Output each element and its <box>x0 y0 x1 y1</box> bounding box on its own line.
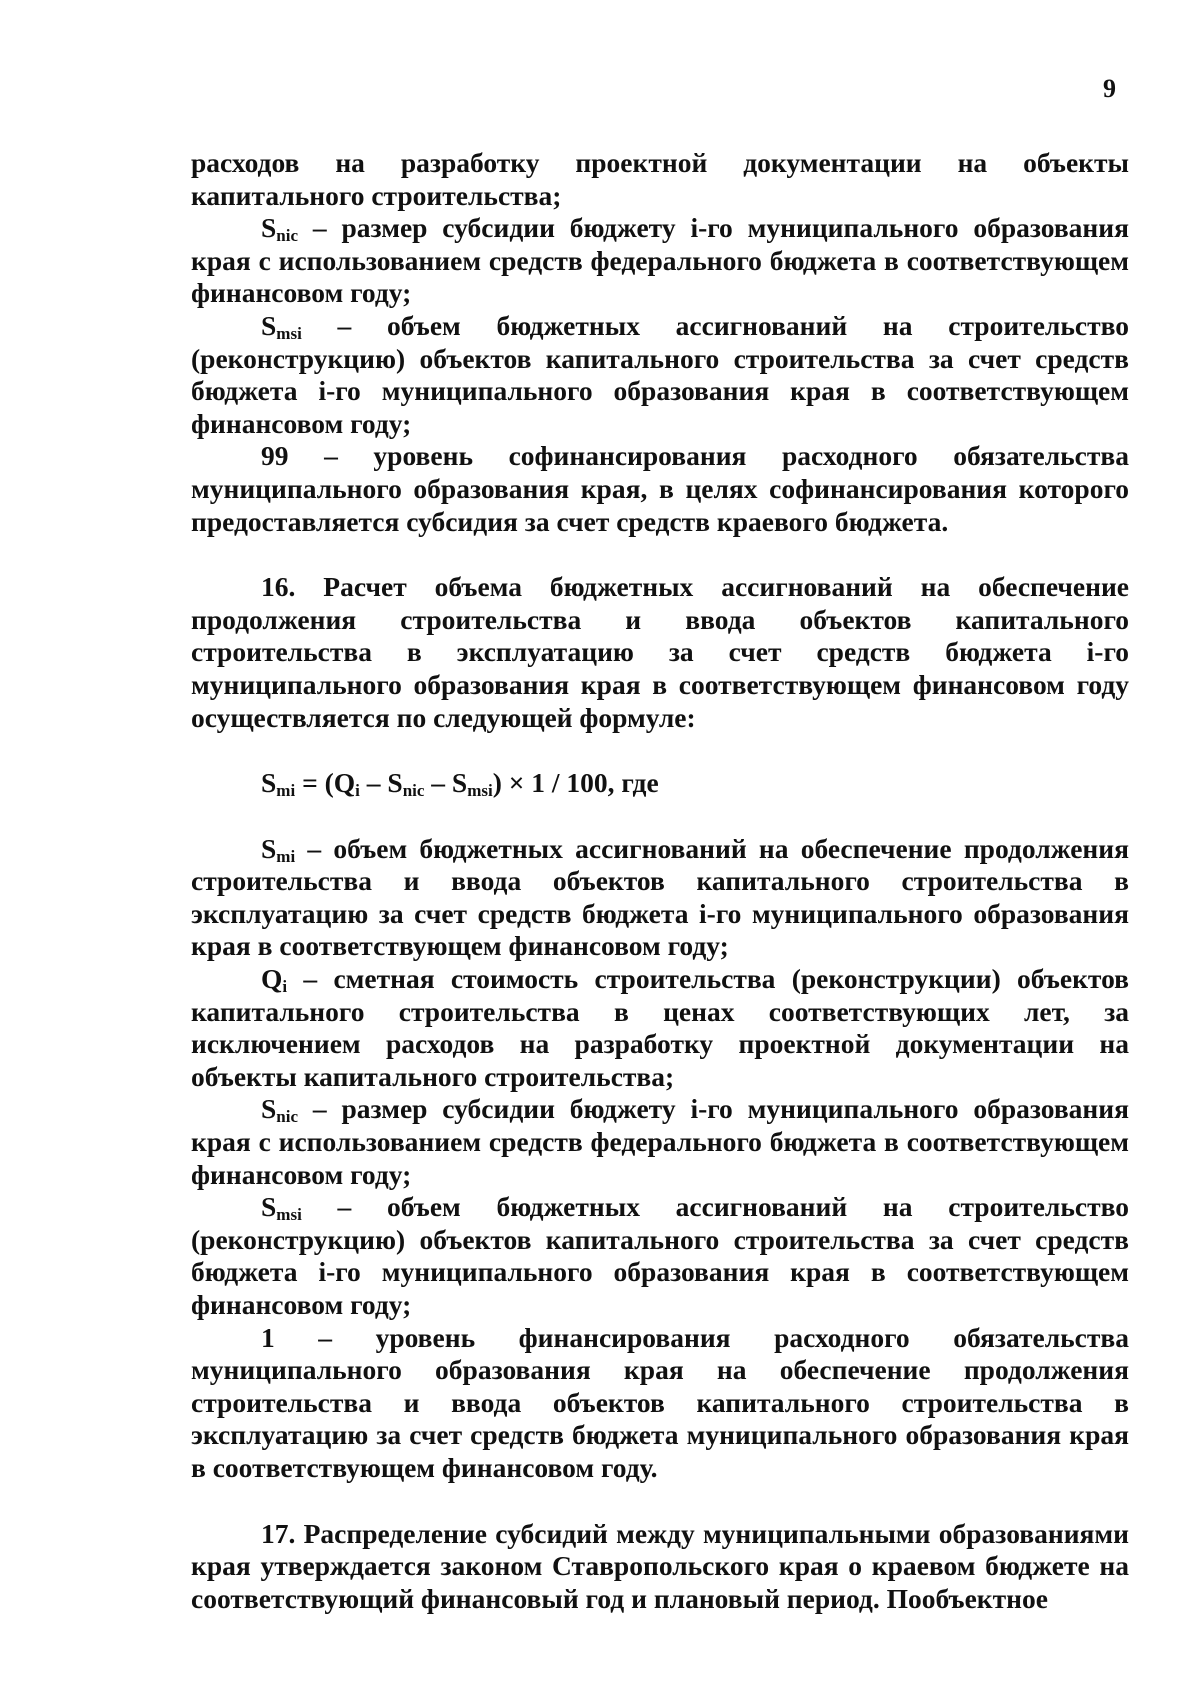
symbol: S <box>261 1191 277 1223</box>
paragraph-16: 16. Расчет объема бюджетных ассигнований на обеспечение продолжения строительства и ввода объектов капитального строительства в эксплуатацию за счет средств бюджета i-го муниципального образования края в соответствующем финансовом году осуществляется по следующей формуле: <box>191 571 1129 733</box>
definition-text: – объем бюджетных ассигнований на строительство (реконструкцию) объектов капитального строительства за счет средств бюджета i-го муниципального образования края в соответствующем финансовом году; <box>191 1191 1129 1320</box>
definition-s-msi-2 <box>191 1191 1129 1321</box>
formula-part: = (Q <box>295 767 356 799</box>
document-body <box>191 147 1129 1615</box>
symbol-subscript: mi <box>276 846 296 866</box>
formula-subscript: nic <box>402 781 425 801</box>
definition-s-mi <box>191 833 1129 963</box>
symbol: Q <box>261 963 283 995</box>
definition-text: – размер субсидии бюджету i-го муниципального образования края с использованием средств федерального бюджета в соответствующем финансовом году; <box>191 212 1129 309</box>
definition-text: – объем бюджетных ассигнований на обеспечение продолжения строительства и ввода объектов капитального строительства в эксплуатацию за счет средств бюджета i-го муниципального образования края в соответствующем финансовом году; <box>191 832 1129 962</box>
definition-text: – объем бюджетных ассигнований на строительство (реконструкцию) объектов капитального строительства за счет средств бюджета i-го муниципального образования края в соответствующем финансовом году; <box>191 309 1129 439</box>
symbol: S <box>261 832 277 864</box>
page-number: 9 <box>1103 74 1116 103</box>
formula-subscript: mi <box>276 781 296 801</box>
definition-s-nic-2 <box>191 1093 1129 1191</box>
paragraph-17: 17. Распределение субсидий между муниципальными образованиями края утверждается законом Ставропольского края о краевом бюджете на соответствующий финансовый год и плановый период. Пообъектное <box>191 1517 1129 1614</box>
symbol-subscript: msi <box>276 1205 302 1225</box>
formula-part: – S <box>424 767 468 799</box>
definition-s-nic <box>191 212 1129 310</box>
symbol-subscript: msi <box>276 323 302 343</box>
definition-q-i <box>191 963 1129 1093</box>
definition-1: 1 – уровень финансирования расходного обязательства муниципального образования края на обеспечение продолжения строительства и ввода объектов капитального строительства в эксплуатацию за счет средств бюджета муниципального образования края в соответствующем финансовом году. <box>191 1321 1129 1483</box>
definition-text: – сметная стоимость строительства (реконструкции) объектов капитального строительства в ценах соответствующих лет, за исключением расходов на разработку проектной документации на объекты капитального строительства; <box>191 963 1129 1092</box>
formula-subscript: i <box>355 781 360 801</box>
formula-subscript: msi <box>467 781 493 801</box>
formula-part: ) × 1 / 100, где <box>492 767 659 799</box>
definition-text: – размер субсидии бюджету i-го муниципального образования края с использованием средств федерального бюджета в соответствующем финансовом году; <box>191 1093 1129 1190</box>
symbol-subscript: nic <box>276 1107 299 1127</box>
symbol: S <box>261 1093 277 1125</box>
symbol: S <box>261 309 277 341</box>
definition-s-msi <box>191 310 1129 440</box>
symbol: S <box>261 212 277 244</box>
definition-99: 99 – уровень софинансирования расходного обязательства муниципального образования края, в целях софинансирования которого предоставляется субсидия за счет средств краевого бюджета. <box>191 440 1129 537</box>
symbol-subscript: nic <box>276 226 299 246</box>
symbol-subscript: i <box>282 977 288 997</box>
paragraph-continuation: расходов на разработку проектной документации на объекты капитального строительства; <box>191 147 1129 211</box>
formula <box>191 767 1129 800</box>
formula-part: S <box>261 767 277 799</box>
formula-part: – S <box>359 767 403 799</box>
